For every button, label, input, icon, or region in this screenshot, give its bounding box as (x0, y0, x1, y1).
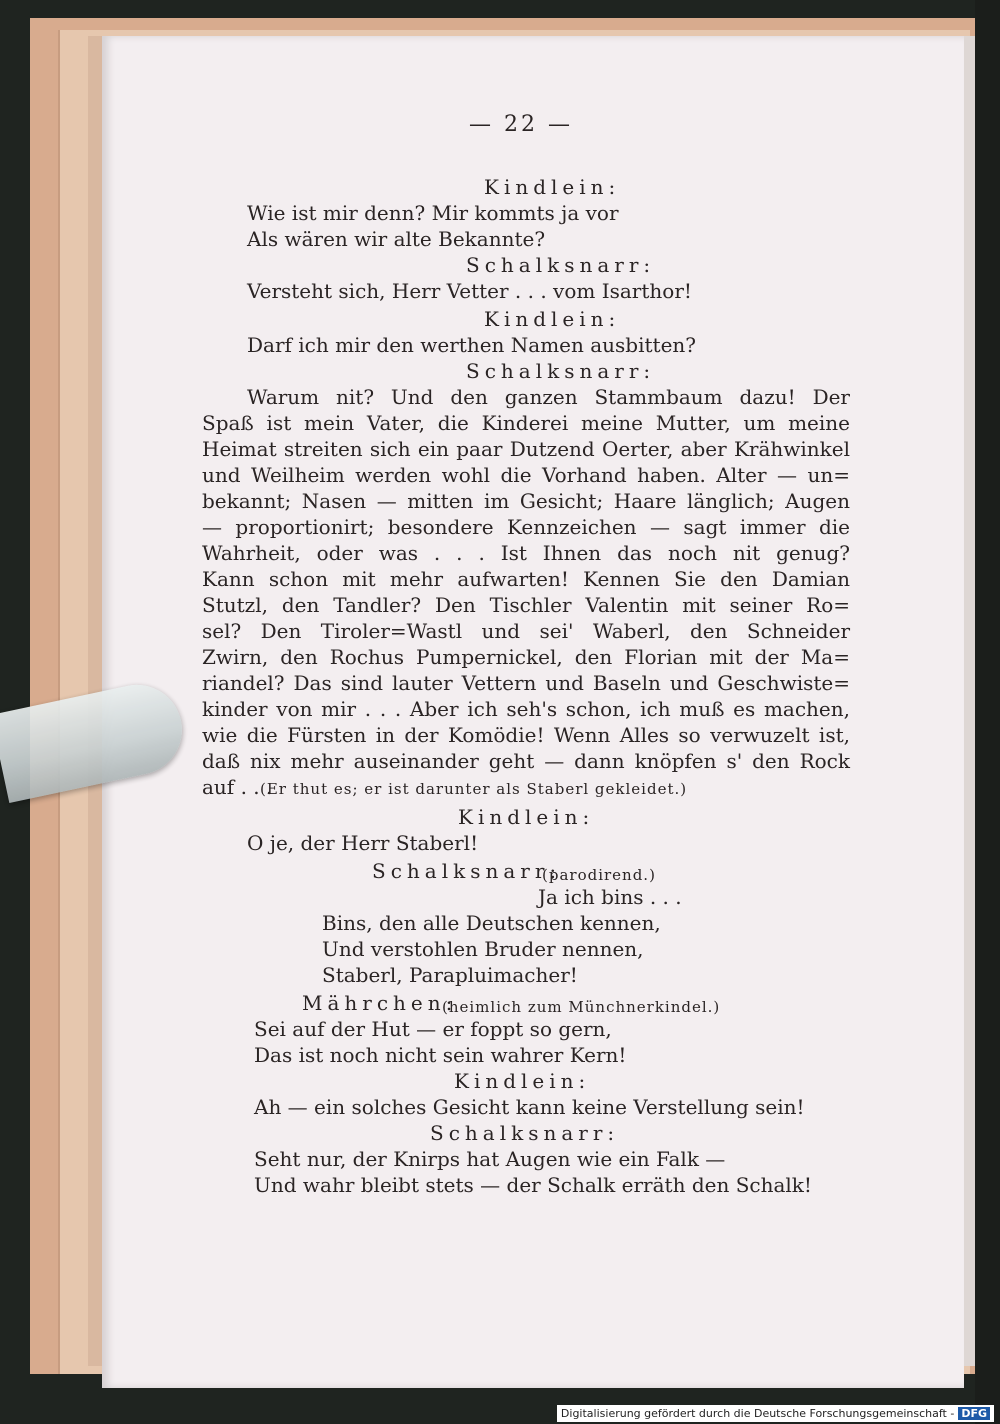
prose-line: Wahrheit, oder was . . . Ist Ihnen das noch nit genug? (202, 541, 850, 565)
prose-line: Kann schon mit mehr aufwarten! Kennen Sie den Damian (202, 567, 850, 591)
stage-direction: (heimlich zum Münchnerkindel.) (442, 998, 721, 1016)
speaker-schalksnarr: Schalksnarr: (430, 1121, 620, 1145)
speaker-schalksnarr: Schalksnarr: (372, 859, 562, 883)
prose-line: Warum nit? Und den ganzen Stammbaum dazu! Der (247, 385, 850, 409)
prose-line: sel? Den Tiroler=Wastl und sei' Waberl, den Schneider (202, 619, 850, 643)
stage-direction: (Er thut es; er ist darunter als Staberl gekleidet.) (260, 780, 688, 798)
prose-line: auf . . . (202, 775, 273, 799)
dfg-logo: DFG (958, 1407, 990, 1420)
verse-line: Darf ich mir den werthen Namen ausbitten? (247, 333, 697, 357)
prose-line: wie die Fürsten in der Komödie! Wenn Alles so verwuzelt ist, (202, 723, 850, 747)
speaker-schalksnarr: Schalksnarr: (466, 359, 656, 383)
verse-line: Staberl, Parapluimacher! (322, 963, 578, 987)
prose-line: Spaß ist mein Vater, die Kinderei meine Mutter, um meine (202, 411, 850, 435)
verse-line: Ah — ein solches Gesicht kann keine Verstellung sein! (254, 1095, 805, 1119)
verse-line: Als wären wir alte Bekannte? (247, 227, 546, 251)
verse-line: O je, der Herr Staberl! (247, 831, 479, 855)
verse-line: Versteht sich, Herr Vetter . . . vom Isarthor! (247, 279, 692, 303)
verse-line: Sei auf der Hut — er foppt so gern, (254, 1017, 612, 1041)
verse-line: Das ist noch nicht sein wahrer Kern! (254, 1043, 627, 1067)
speaker-maehrchen: Mährchen: (302, 991, 458, 1015)
verse-line: Ja ich bins . . . (538, 885, 682, 909)
prose-line: kinder von mir . . . Aber ich seh's schon, ich muß es machen, (202, 697, 850, 721)
speaker-schalksnarr: Schalksnarr: (466, 253, 656, 277)
speaker-kindlein: Kindlein: (484, 307, 621, 331)
verse-line: Wie ist mir denn? Mir kommts ja vor (247, 201, 619, 225)
speaker-kindlein: Kindlein: (458, 805, 595, 829)
prose-line: Heimat streiten sich ein paar Dutzend Oerter, aber Krähwinkel (202, 437, 850, 461)
prose-line: bekannt; Nasen — mitten im Gesicht; Haare länglich; Augen (202, 489, 850, 513)
book-page (102, 36, 964, 1388)
prose-line: Stutzl, den Tandler? Den Tischler Valentin mit seiner Ro= (202, 593, 850, 617)
prose-line: daß nix mehr auseinander geht — dann knöpfen s' den Rock (202, 749, 850, 773)
verse-line: Seht nur, der Knirps hat Augen wie ein Falk — (254, 1147, 726, 1171)
verse-line: Und wahr bleibt stets — der Schalk erräth den Schalk! (254, 1173, 812, 1197)
prose-line: riandel? Das sind lauter Vettern und Baseln und Geschwiste= (202, 671, 850, 695)
prose-line: und Weilheim werden wohl die Vorhand haben. Alter — un= (202, 463, 850, 487)
prose-line: Zwirn, den Rochus Pumpernickel, den Florian mit der Ma= (202, 645, 850, 669)
digitization-credit (557, 1405, 994, 1422)
prose-line: — proportionirt; besondere Kennzeichen — sagt immer die (202, 515, 850, 539)
credit-text: Digitalisierung gefördert durch die Deutsche Forschungsgemeinschaft - (560, 1407, 955, 1420)
speaker-kindlein: Kindlein: (484, 175, 621, 199)
speaker-kindlein: Kindlein: (454, 1069, 591, 1093)
stage-direction: (parodirend.) (542, 866, 656, 884)
verse-line: Und verstohlen Bruder nennen, (322, 937, 644, 961)
scan-background (975, 0, 1000, 1424)
verse-line: Bins, den alle Deutschen kennen, (322, 911, 661, 935)
page-number: — 22 — (469, 112, 573, 137)
